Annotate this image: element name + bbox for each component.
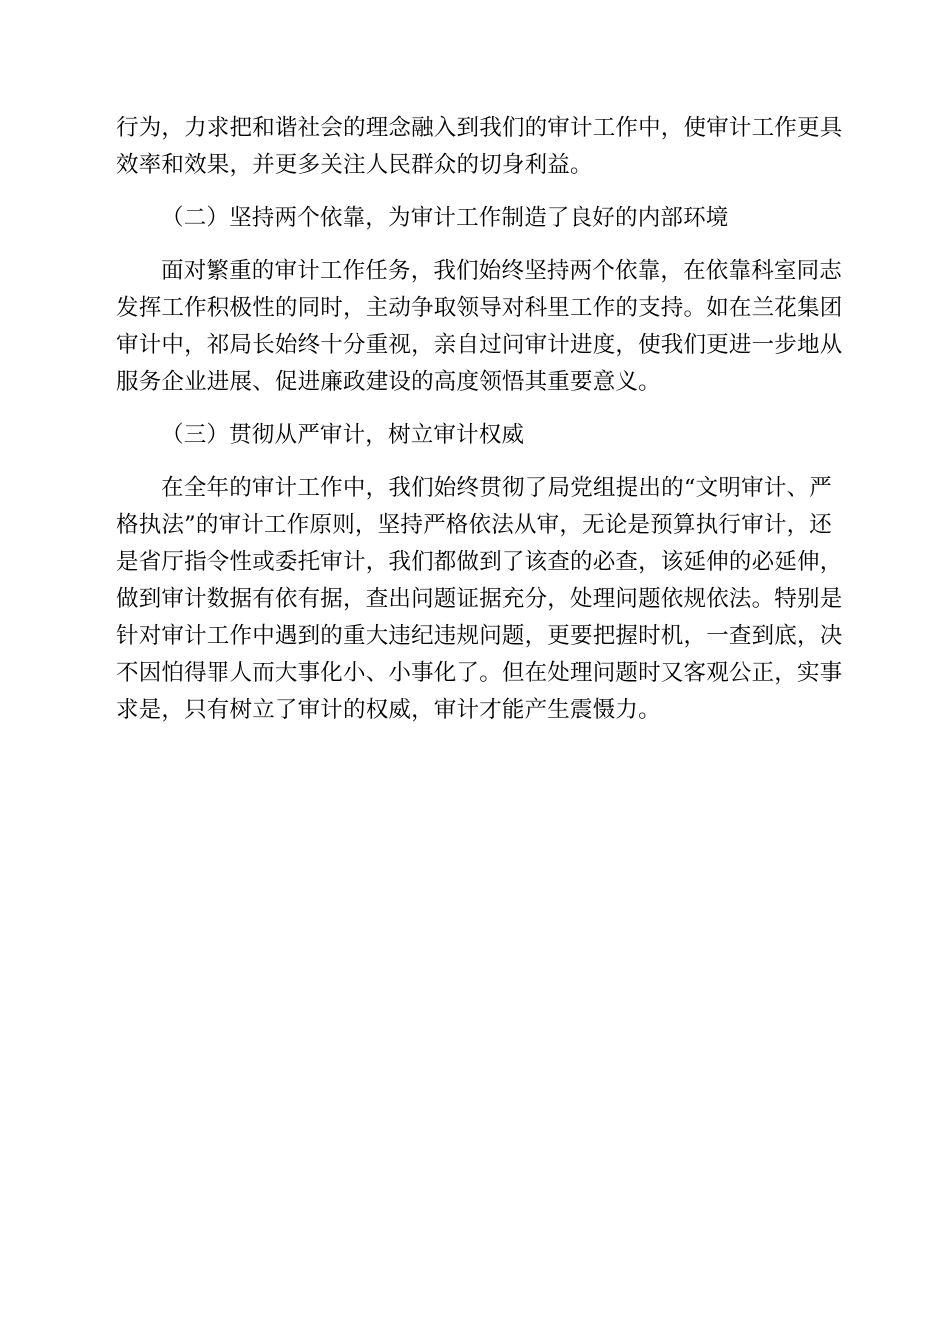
paragraph-line: 针对审计工作中遇到的重大违纪违规问题，更要把握时机，一查到底，决 [116,623,843,649]
document-page [116,110,843,729]
paragraph-1 [116,110,843,184]
paragraph-line: 服务企业进展、促进廉政建设的高度领悟其重要意义。 [116,369,661,395]
paragraph-line: 行为，力求把和谐社会的理念融入到我们的审计工作中，使审计工作更具 [116,115,843,141]
paragraph-line: 格执法”的审计工作原则，坚持严格依法从审，无论是预算执行审计，还 [116,512,832,538]
paragraph-3 [116,470,843,729]
paragraph-line: 不因怕得罪人而大事化小、小事化了。但在处理问题时又客观公正，实事 [116,660,843,686]
paragraph-line: 面对繁重的审计工作任务，我们始终坚持两个依靠，在依靠科室同志 [161,258,843,284]
paragraph-2 [116,253,843,401]
paragraph-line: 求是，只有树立了审计的权威，审计才能产生震慑力。 [116,697,661,723]
paragraph-line: 在全年的审计工作中，我们始终贯彻了局党组提出的“文明审计、严 [161,475,832,501]
paragraph-line: 发挥工作积极性的同时，主动争取领导对科里工作的支持。如在兰花集团 [116,295,843,321]
section-heading-2: （二）坚持两个依靠，为审计工作制造了良好的内部环境 [161,205,729,231]
section-heading-3: （三）贯彻从严审计，树立审计权威 [161,422,525,448]
paragraph-line: 做到审计数据有依有据，查出问题证据充分，处理问题依规依法。特别是 [116,586,843,612]
paragraph-line: 效率和效果，并更多关注人民群众的切身利益。 [116,152,593,178]
paragraph-line: 审计中，祁局长始终十分重视，亲自过问审计进度，使我们更进一步地从 [116,332,843,358]
paragraph-line: 是省厅指令性或委托审计，我们都做到了该查的必查，该延伸的必延伸， [116,549,843,575]
